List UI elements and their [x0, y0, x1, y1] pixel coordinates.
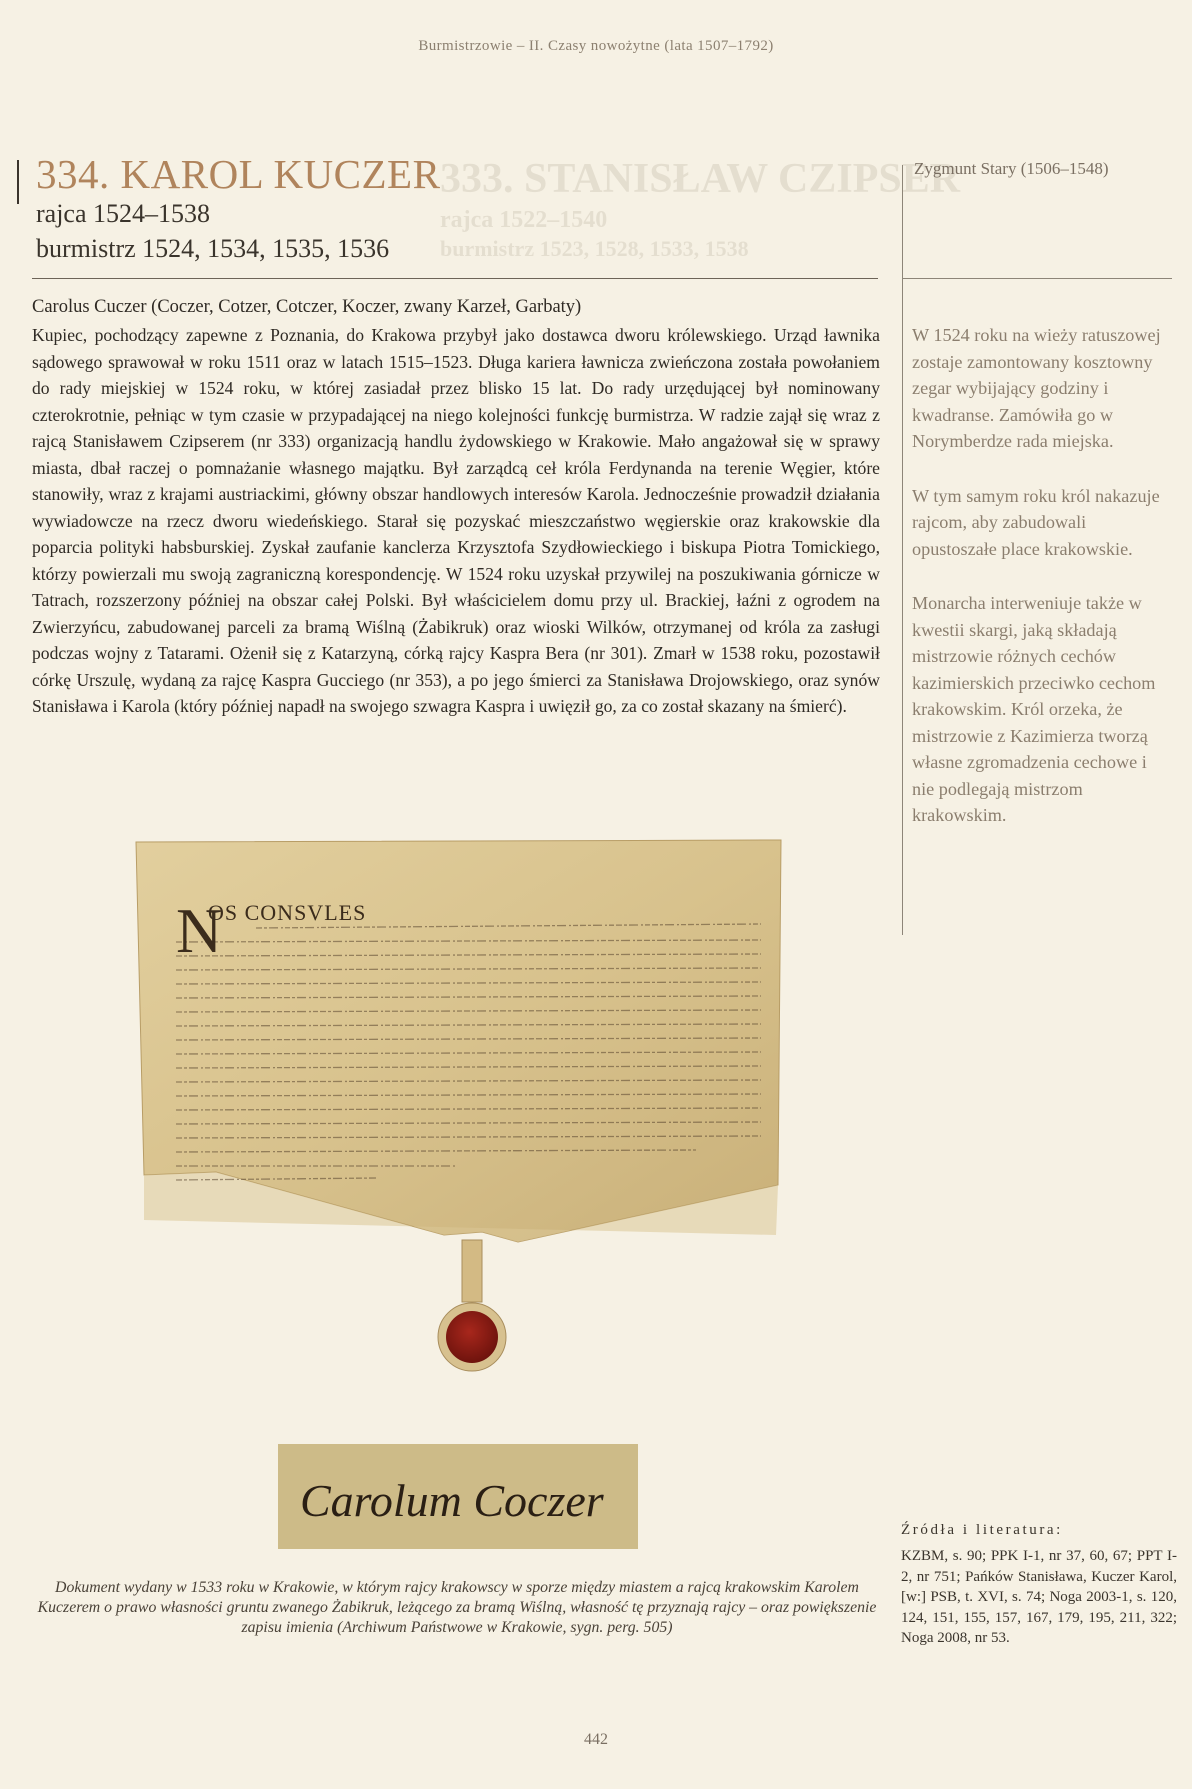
entry-title: 334. KAROL KUCZER [36, 151, 441, 197]
bleed-through-next-entry [440, 155, 961, 265]
entry-office-councillor: rajca 1524–1538 [36, 199, 211, 228]
seal-wax [446, 1311, 498, 1363]
document-initial: N [176, 895, 223, 966]
sidebar-note: Monarcha interweniuje także w kwestii skargi, jaką składają mistrzowie różnych cechów kazimierskich przeciwko cechom krakowskim. Król orzeka, że mistrzowie z Kazimierza tworzą własne zgromadzenia cechowe i nie podlegają mistrzom krakowskim. [912, 593, 1156, 825]
page-number: 442 [584, 1731, 608, 1748]
parchment-illustration [136, 840, 786, 1375]
name-variants: Carolus Cuczer (Coczer, Cotzer, Cotczer, Koczer, zwany Karzeł, Garbaty) [32, 297, 582, 317]
document-incipit: OS CONSVLES [208, 900, 367, 925]
sources-heading: Źródła i literatura: [901, 1522, 1063, 1538]
signature-illustration [278, 1444, 638, 1549]
sidebar-rule [902, 278, 1172, 279]
figure-caption: Dokument wydany w 1533 roku w Krakowie, w którym rajcy krakowscy w sporze między miastem a rajcą krakowskim Karolem Kuczerem o prawo własności gruntu zwanego Żabikruk, leżącego za bramą Wiślną, własność tę przyznają rajcy – oraz powiększenie zapisu imienia (Archiwum Państwowe w Krakowie, sygn. perg. 505) [37, 1579, 877, 1636]
header-rule [32, 278, 878, 279]
ghost-line-1: rajca 1522–1540 [440, 207, 608, 233]
sidebar-note: W tym samym roku król nakazuje rajcom, aby zabudowali opustoszałe place krakowskie. [912, 485, 1160, 559]
signature-text: Carolum Coczer [300, 1475, 604, 1526]
sources-text: KZBM, s. 90; PPK I-1, nr 37, 60, 67; PPT I-2, nr 751; Pańków Stanisława, Kuczer Karol, [w:] PSB, t. XVI, s. 74; Noga 2003-1, s. 120, 124, 151, 155, 157, 167, 179, 195, 211, 322; Noga 2008, nr 53. [901, 1548, 1177, 1646]
entry-office-mayor: burmistrz 1524, 1534, 1535, 1536 [36, 234, 390, 263]
seal-tag [462, 1240, 482, 1302]
ghost-title: 333. STANISŁAW CZIPSER [440, 156, 961, 202]
biography-text: Kupiec, pochodzący zapewne z Poznania, do Krakowa przybył jako dostawca dworu królewskiego. Urząd ławnika sądowego sprawował w roku 1511 oraz w latach 1515–1523. Długa kariera ławnicza zwieńczona została powołaniem do rady miejskiej w 1524 roku, w której zasiadał przez blisko 15 lat. Do rady urzędującej był nominowany czterokrotnie, pełniąc w tym czasie w przypadającej na niego kolejności funkcję burmistrza. W radzie zajął się wraz z rajcą Stanisławem Czipserem (nr 333) organizacją handlu żydowskiego w Krakowie. Mało angażował się w sprawy miasta, dbał raczej o pomnażanie własnego majątku. Był zarządcą ceł króla Ferdynanda na terenie Węgier, które stanowiły, wraz z krajami austriackimi, główny obszar handlowych interesów Karola. Jednocześnie prowadził działania wywiadowcze na rzecz dworu wiedeńskiego. Starał się pozyskać mieszczaństwo węgierskie oraz krakowskie dla poparcia polityki habsburskiej. Zyskał zaufanie kanclerza Krzysztofa Szydłowieckiego i biskupa Piotra Tomickiego, którzy powierzali mu swoją zagraniczną korespondencję. W 1524 roku uzyskał przywilej na poszukiwania górnicze w Tatrach, rozszerzony później na obszar całej Polski. Był właścicielem domu przy ul. Brackiej, łaźni z ogrodem na Zwierzyńcu, zabudowanej parceli za bramą Wiślną (Żabikruk) oraz wioski Wilków, otrzymanej od króla za zasługi podczas wojny z Tatarami. Ożenił się z Katarzyną, córką rajcy Kaspra Bera (nr 301). Zmarł w 1538 roku, pozostawił córkę Urszulę, wydaną za rajcę Kaspra Gucciego (nr 353), a po jego śmierci za Stanisława Drojowskiego, oraz synów Stanisława i Karola (który później napadł na swojego szwagra Kaspra i uwięził go, za co został skazany na śmierć). [32, 325, 880, 716]
signature-enlargement [278, 1444, 638, 1549]
reign-label: Zygmunt Stary (1506–1548) [914, 159, 1109, 178]
title-marker-bar [17, 160, 19, 204]
ghost-line-2: burmistrz 1523, 1528, 1533, 1538 [440, 236, 749, 261]
sidebar-note: W 1524 roku na wieży ratuszowej zostaje zamontowany kosztowny zegar wybijający godziny i kwadranse. Zamówiła go w Norymberdze rada miejska. [912, 325, 1161, 451]
column-divider [902, 165, 903, 935]
parchment-document-image [136, 840, 786, 1375]
sidebar-notes [912, 322, 1168, 857]
running-head: Burmistrzowie – II. Czasy nowożytne (lata 1507–1792) [418, 38, 774, 54]
